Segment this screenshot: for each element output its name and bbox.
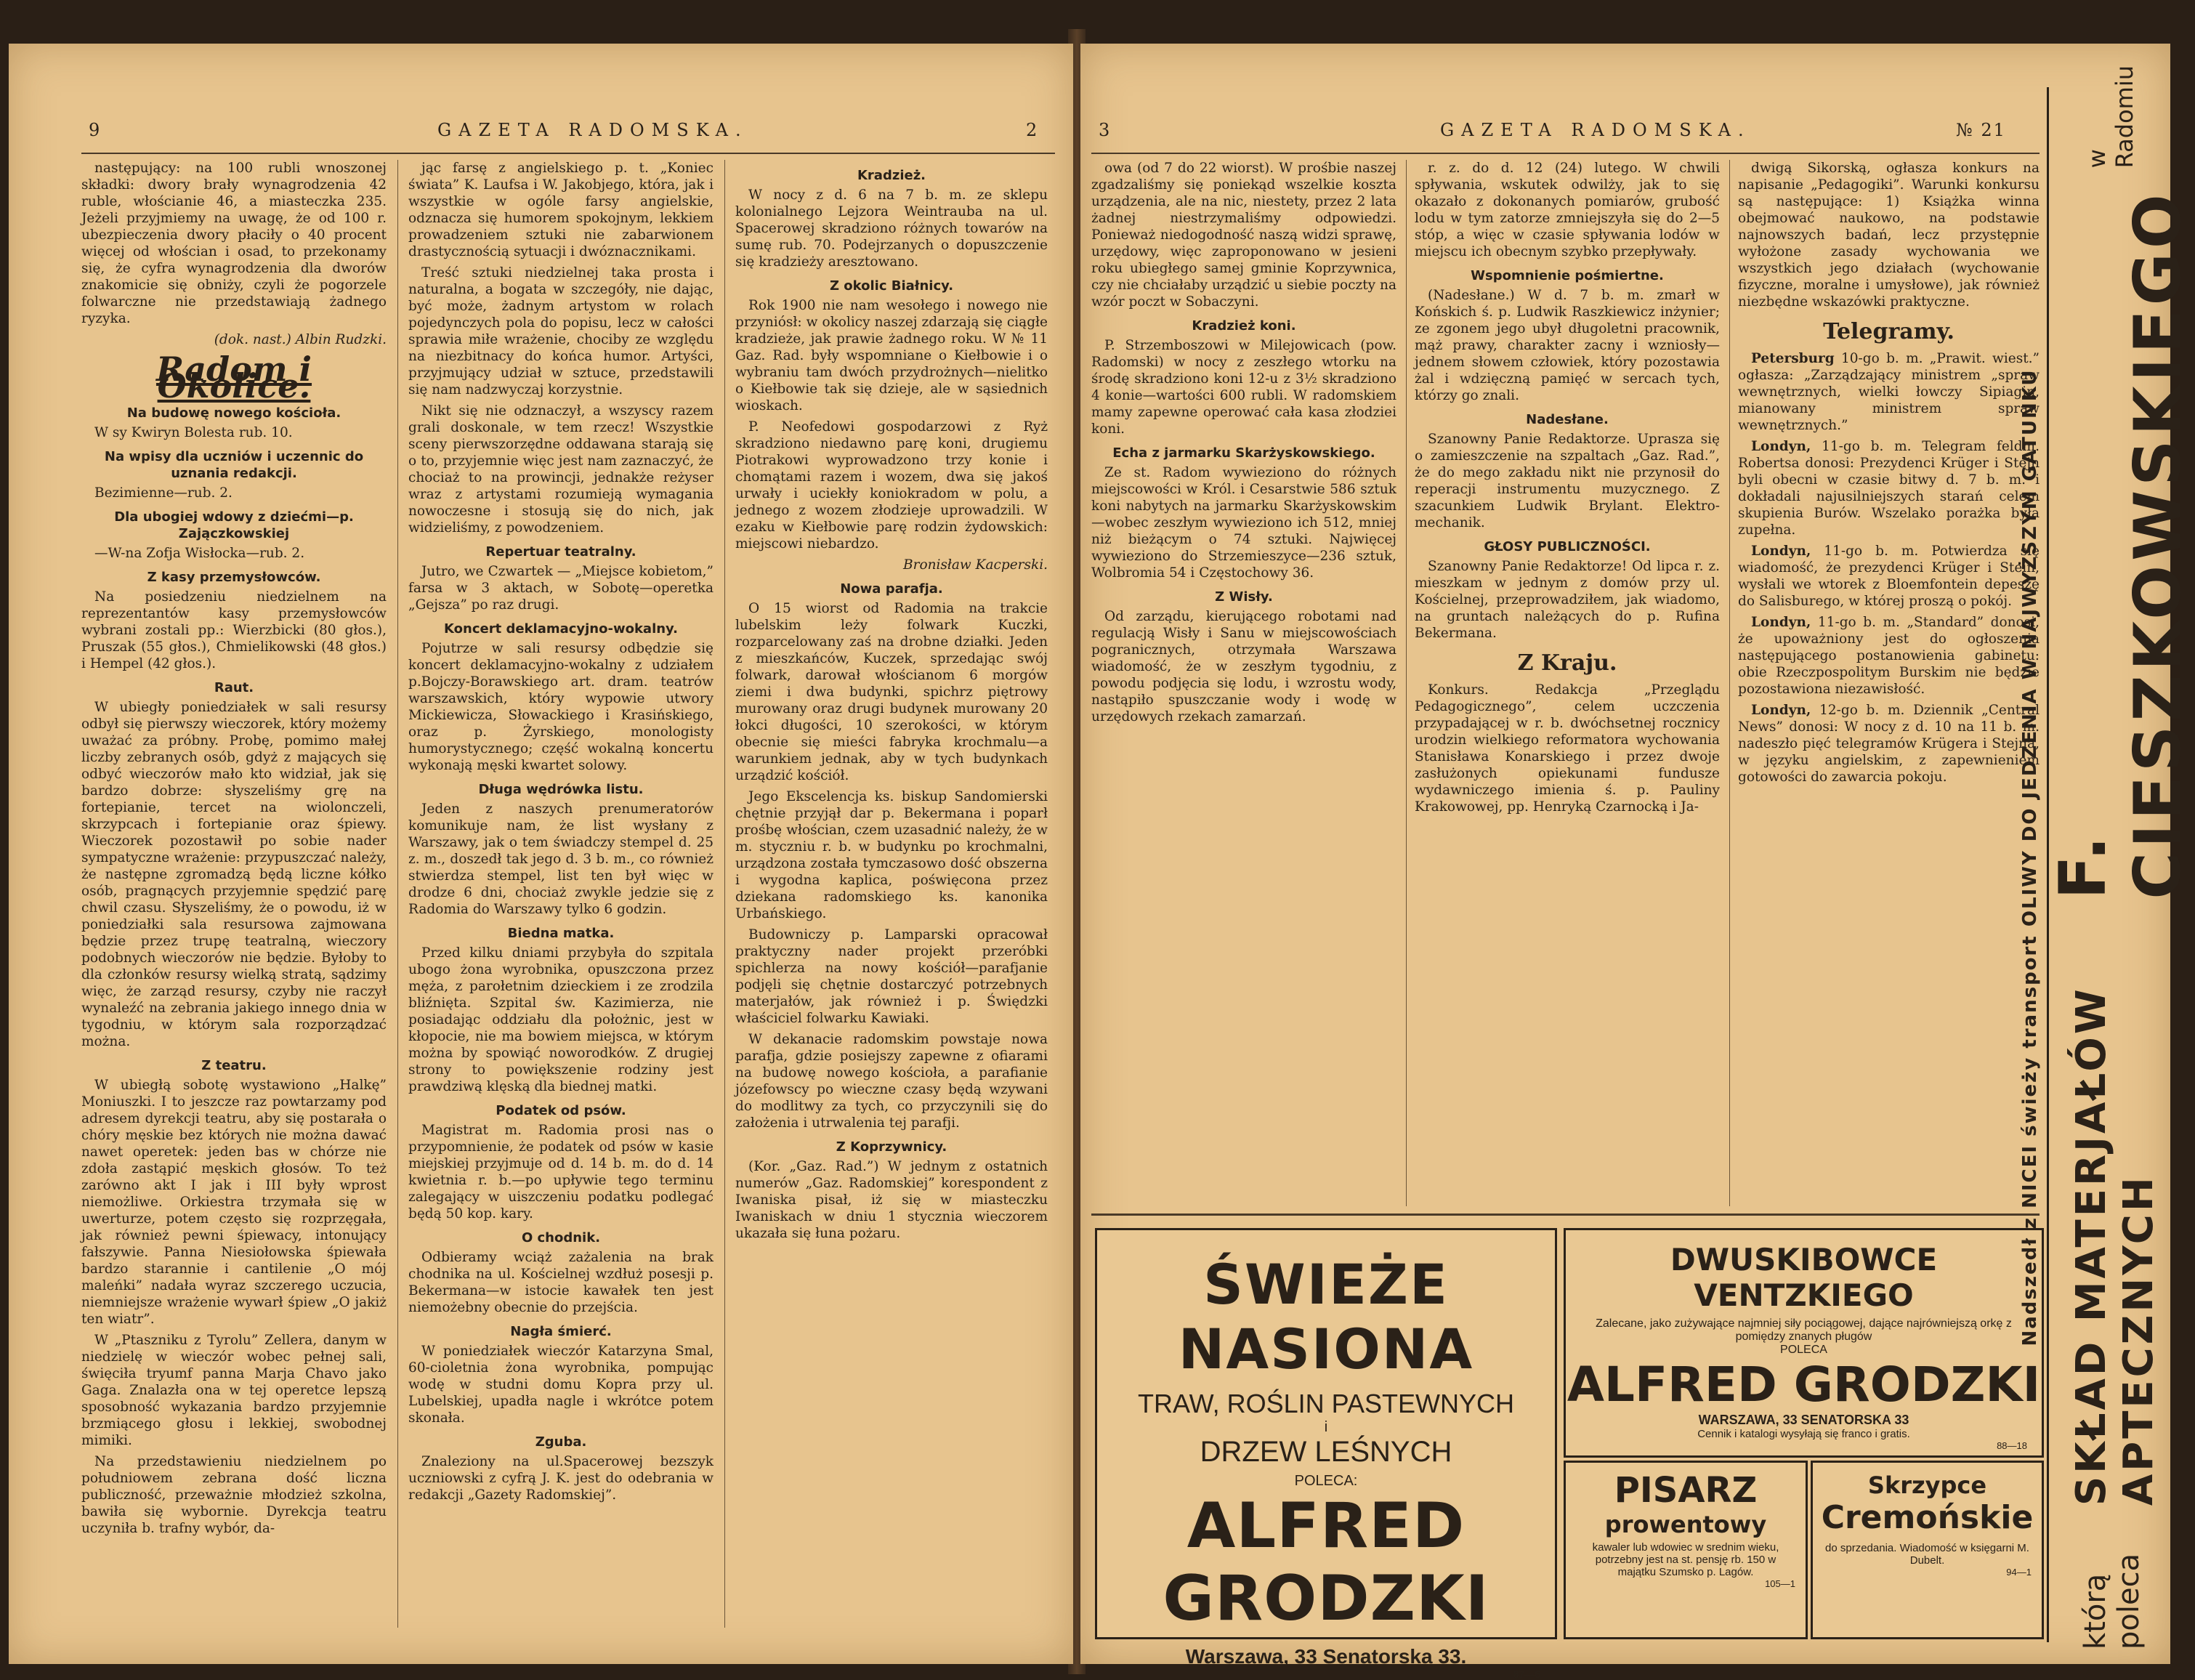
- ad-headline: PISARZ: [1614, 1470, 1758, 1511]
- column-1: [81, 160, 387, 1628]
- telegram-text: 10-go b. m. „Prawit. wiest.” ogłasza: „Zarządzający ministrem „spraw wewnętrznych, wielki łowczy Sipiagin, mianowany ministrem spraw wewnętrznych.”: [1738, 351, 2040, 433]
- ad-violins: [1811, 1461, 2044, 1639]
- article-text: Nikt się nie odznaczył, a wszyscy razem grali doskonale, w tem rzecz! Wszystkie sceny pierwszorzędne oddawana starają się o to, przyjemnie więc jest nam zaznaczyć, że chociaż to na prowincji, jednakże reżyser wraz z artystami rozumieją wymagania nowoczesne i stosują się do nich, jak widzieliśmy, z powodzeniem.: [408, 403, 714, 536]
- article-text: Treść sztuki niedzielnej taka prosta i naturalna, a bogata w szczegóły, nie dając, być może, żadnym artystom w rolach pojedynczych pola do popisu, lecz w całości sprawia miłe wrażenie, chociby ze względu na niezbitnacy do końca humor. Artyści, przyjmujący udział w sztuce, przedstawili się nam nadzwyczaj korzystnie.: [408, 265, 714, 397]
- ad-line: i: [1324, 1419, 1328, 1435]
- ad-seeds: [1095, 1228, 1557, 1680]
- item-text: W sy Kwiryn Bolesta rub. 10.: [94, 425, 293, 440]
- item-heading: Z Wisły.: [1215, 589, 1273, 605]
- page-number: 3: [1099, 120, 1117, 140]
- ad-number: 105—1: [1765, 1578, 1795, 1589]
- item-text: W dekanacie radomskim powstaje nowa parafja, gdzie posiejszy zapewne z ofiarami na budowę nowego kościoła, a parafianie józefowscy po wieczne czasy będą wzywani do modlitwy za tych, co przyczynili się do założenia i utrwalenia tej parafji.: [735, 1032, 1048, 1131]
- ad-line: Cremońskie: [1821, 1499, 2034, 1536]
- ad-line: DRZEW LEŚNYCH: [1200, 1436, 1452, 1468]
- column-rule: [1406, 160, 1407, 1206]
- telegram-text: 11-go b. m. Telegram feldm. Robertsa donosi: Prezydenci Krüger i Stejn byli obecni w czasie bitwy d. 7 b. m. i dokładali najusilniejszych starań celem skupienia Burów. Wszelako porażka była zupełna.: [1738, 439, 2040, 538]
- ad-number: 87—6: [1513, 1668, 1540, 1680]
- column-rule: [724, 160, 725, 1628]
- column-2: [1415, 160, 1720, 1206]
- item-heading: Z teatru.: [201, 1058, 267, 1073]
- item-heading: Nowa parafja.: [840, 581, 943, 597]
- item-text: Budowniczy p. Lamparski opracował praktyczny nader projekt przeróbki spichlerza na nowy kościół—parafjanie podjęli się chętnie dostarczyć potrzebnych materjałów, jak również i p. Świędzki właściciel folwarku Kawiaki.: [735, 927, 1048, 1026]
- item-heading: Wspomnienie pośmiertne.: [1471, 268, 1664, 283]
- item-heading: Na budowę nowego kościoła.: [126, 405, 341, 421]
- item-text: Na przedstawieniu niedzielnem po południowem zebrana dość liczna publiczność, przeważnie młodzież szkolna, bawiła się wybornie. Dyrekcja teatru uczyniła b. trafny wybór, da-: [81, 1454, 387, 1536]
- ad-number: 88—18: [1997, 1440, 2027, 1451]
- item-heading: O chodnik.: [521, 1230, 601, 1245]
- telegram-place: Londyn,: [1751, 439, 1811, 454]
- telegram-text: 12-go b. m. Dziennik „Central News” donosi: W nocy z d. 10 na 11 b. m. nadeszło pięć telegramów Krügera i Stejna, w języku angielskim, z zapewnieniem gotowości do zawarcia pokoju.: [1738, 703, 2040, 785]
- article-text: jąc farsę z angielskiego p. t. „Koniec świata” K. Laufsa i W. Jakobjego, która, jak i wszystkie w ogóle farsy angielskie, odznacza się humorem spokojnym, lekkiem prowadzeniem sztuki nie zabarwionem drastycznością sytuacji i dwóznacznikami.: [408, 161, 714, 259]
- telegram-text: 11-go b. m. „Standard” donosi, że upoważniony jest do ogłoszenia następującego postanowienia gabinetu: obie Rzeczpospolitym Burskim nie będzie pozostawiona niezawisłość.: [1738, 615, 2040, 697]
- item-text: O 15 wiorst od Radomia na trakcie lubelskim leży folwark Kuczki, rozparcelowany zaś na drobne działki. Jeden z mieszkańców, Kuczek, sprzedając swój folwark, darował włościanom 6 morgów ziemi i dwa budynki, spichrz piętrowy murowany oraz drugi budynek murowany 20 łokci długości, 10 szerokości, w którym obecnie się mieści fabryka krochmalu—a warunkiem jednak, aby w tych budynkach urządzić kościół.: [735, 601, 1048, 783]
- item-heading: Z okolic Białnicy.: [829, 278, 954, 294]
- ads-rule: [1091, 1213, 2040, 1216]
- item-heading: Podatek od psów.: [496, 1103, 626, 1118]
- telegram-item: [1738, 614, 2040, 698]
- item-text: P. Strzemboszowi w Milejowicach (pow. Radomski) w nocy z zeszłego wtorku na środę skradziono koni 12-u z 3½ skradziono 4 konie—wartości 600 rubli. W radomskiem mamy zapewne operować cała kasa złodziei koni.: [1091, 338, 1396, 437]
- item-heading: Nadesłane.: [1526, 412, 1609, 427]
- item-text: (Kor. „Gaz. Rad.”) W jednym z ostatnich numerów „Gaz. Radomskiej” korespondent z Iwaniska pisał, iż się w miasteczku Iwaniskach w dniu 1 stycznia wieczorem ukazała się łuna pożaru.: [735, 1159, 1048, 1241]
- ad-headline: Skrzypce: [1867, 1471, 1987, 1499]
- item-heading: Z kasy przemysłowców.: [147, 570, 321, 585]
- item-text: —W-na Zofja Wisłocka—rub. 2.: [94, 546, 305, 561]
- telegram-item: [1738, 543, 2040, 610]
- item-text: Ze st. Radom wywieziono do różnych miejscowości w Król. i Cesarstwie 586 sztuk koni nabytych na jarmarku Skarżyskowskim—wobec zeszłym wywieziono ich 512, mniej niż bieżącym o 74 sztuki. Najwięcej wywieziono do Strzemieszyce—236 sztuk, Wolbromia 54 i Częstochowy 36.: [1091, 465, 1396, 581]
- sheet-number: 2: [1026, 120, 1045, 140]
- item-heading: GŁOSY PUBLICZNOŚCI.: [1484, 539, 1651, 554]
- item-text: Bezimienne—rub. 2.: [94, 485, 233, 501]
- page-number: 9: [89, 120, 108, 140]
- item-text: Jego Ekscelencja ks. biskup Sandomierski chętnie przyjął dar p. Bekermana i poparł prośbę włościan, czem uzasadnić należy, że w m. styczniu r. b. w budynku po krochmalni, urządzona została tymczasowo dość obszerna i wygodna kaplica, poświęcona przez dziekana radomskiego ks. kanonika Urbańskiego.: [735, 789, 1048, 921]
- right-page-header: [1099, 120, 2036, 149]
- ad-line: Cennik i katalogi wysyłają się franco i gratis.: [1697, 1428, 1910, 1440]
- left-page-header: [89, 120, 1055, 149]
- telegram-item: [1738, 438, 2040, 538]
- column-3: [735, 160, 1048, 1628]
- vertical-ad-text: którą poleca: [2079, 1553, 2146, 1649]
- telegram-text: 11-go b. m. Potwierdza się wiadomość, że prezydenci Krüger i Stein, wysłali we wtorek z Bloemfontein depeszę do Salisburego, w której proszą o pokój.: [1738, 544, 2040, 609]
- item-text: Odbieramy wciąż zażalenia na brak chodnika na ul. Kościelnej wzdłuż posesji p. Bekermana—w istocie kawałek ten jest niemożebny obecnie do przejścia.: [408, 1250, 714, 1315]
- item-heading: Nagła śmierć.: [510, 1324, 612, 1339]
- vertical-ad-text: SKŁAD MATERJAŁÓW APTECZNYCH: [2068, 986, 2162, 1506]
- item-heading: Zguba.: [535, 1434, 587, 1450]
- item-text: Na posiedzeniu niedzielnem na reprezentantów kasy przemysłowców wybrani zostali pp.: Wierzbicki (80 głos.), Pruszak (55 głos.), Chmielikowski (48 głos.) i Hempel (42 głos.).: [81, 589, 387, 671]
- item-heading: Dla ubogiej wdowy z dziećmi—p. Zajączkowskiej: [114, 509, 354, 541]
- telegram-item: [1738, 350, 2040, 434]
- item-heading: Koncert deklamacyjno-wokalny.: [444, 621, 678, 637]
- masthead-title: GAZETA RADOMSKA.: [437, 120, 748, 140]
- ad-company: ALFRED GRODZKI: [1163, 1490, 1489, 1635]
- section-title: Z Kraju.: [1517, 650, 1617, 676]
- ad-address: Warszawa, 33 Senatorska 33.: [1185, 1645, 1467, 1668]
- item-text: Od zarządu, kierującego robotami nad regulacją Wisły i Sanu w miejscowościach pogranicznych, otrzymała Warszawa wiadomość, że w zeszłym tygodniu, z powodu podjęcia się lodu, i wzrostu wody, nastąpiło spuszczanie wody i wodę w urzędowych rzekach zamarzań.: [1091, 609, 1396, 724]
- article-text: r. z. do d. 12 (24) lutego. W chwili spływania, wskutek odwilży, jak to się okazało z dokonanych pomiarów, grubość lodu w tym zatorze zmniejszyła się do 2—5 stóp, a więc w czasie spływania lodów w miejscu ich obecnym szybko przepływały.: [1415, 161, 1720, 259]
- column-1: [1091, 160, 1396, 1206]
- item-heading: Biedna matka.: [507, 926, 615, 941]
- column-3: [1738, 160, 2040, 1206]
- ad-headline: DWUSKIBOWCE VENTZKIEGO: [1670, 1242, 1938, 1313]
- item-text: W ubiegły poniedziałek w sali resursy odbył się pierwszy wieczorek, który możemy uważać za próbny. Probę, pomimo małej liczby zebranych osób, gdyż z mających się odbyć wieczorów mało kto widział, jak się bardzo dobrze: słyszeliśmy grę na fortepianie, tercet na wiolonczeli, skrzypcach i fortepianie oraz śpiewy. Wieczorek pozostawił po sobie nader sympatyczne wrażenie: przypuszczać należy, że następne zgromadzą będą liczne kółko osób, pragnących przyjemnie spędzić parę chwil czasu. Słyszeliśmy, że o powodu, iż w poniedziałki sala resursowa zajmowana będzie przez trupę teatralną, wieczory podobnych wieczorów nie będzie. Byłoby to dla członków resursy wielką stratą, sądzimy więc, że zarząd resursy, czyby nie raczył wynaleźć na zebrania jakiego innego dnia w tygodniu, w którym sala rozporządzać można.: [81, 700, 387, 1049]
- telegram-place: Londyn,: [1751, 703, 1811, 718]
- header-rule: [1091, 153, 2040, 154]
- ad-line: POLECA:: [1294, 1473, 1358, 1489]
- vertical-ad-line: Nadszedł z NICEI świeży transport OLIWY DO JEDZENIA W NAJWYŻSZYM GATUNKU: [2019, 368, 2041, 1346]
- item-heading: Repertuar teatralny.: [485, 544, 636, 560]
- item-heading: Echa z jarmarku Skarżyskowskiego.: [1112, 445, 1375, 461]
- item-text: W „Ptaszniku z Tyrolu” Zellera, danym w niedzielę w wieczór wobec pełnej sali, święciła tryumf panna Marja Chavo jako Gaga. Znalazła ona w tej operetce lepszą sposobność wykazania bardzo przyjemnie brzmiącego głosu i lekkiej, swobodnej mimiki.: [81, 1333, 387, 1448]
- ad-address: WARSZAWA, 33 SENATORSKA 33: [1698, 1413, 1909, 1427]
- item-heading: Długa wędrówka listu.: [478, 782, 644, 797]
- item-text: W ubiegłą sobotę wystawiono „Halkę” Moniuszki. I to jeszcze raz powtarzamy pod adresem dyrekcji teatru, aby się postarała o chóry męskie bez których nie można dawać nawet operetek: jeden bas w chórze nie zdoła zastąpić męskich głosów. To też zarówno akt I jak i III były wprost niemożliwe. Orkiestra trzymała się w uwerturze, potem często się rozprzęgała, jak również pewni śpiewacy, intonujący fałszywie. Panna Niesiołowska śpiewała bardzo starannie i cantilenie „O mój maleńki” nadała wyraz szczerego uczucia, niemniejsze wrażenie wywarł śpiew „O jakiż ten wiatr”.: [81, 1078, 387, 1327]
- article-text: dwigą Sikorską, ogłasza konkurs na napisanie „Pedagogiki”. Warunki konkursu są następujące: 1) Książka winna obejmować naukowo, na podstawie najnowszych badań, lecz przystępnie wyłożone zasady wychowania we wszystkich jego działach (wychowanie fizyczne, moralne i umysłowe), jak również niezbędne wskazówki praktyczne.: [1738, 161, 2040, 310]
- ad-company: ALFRED GRODZKI: [1567, 1357, 2041, 1413]
- right-page: [1080, 44, 2170, 1680]
- telegram-place: Londyn,: [1751, 544, 1811, 559]
- item-heading: Na wpisy dla uczniów i uczennic do uznania redakcji.: [104, 449, 364, 481]
- ad-number: 94—1: [2006, 1567, 2032, 1578]
- item-text: Pojutrze w sali resursy odbędzie się koncert deklamacyjno-wokalny z udziałem p.Bojczy-Borawskiego art. dram. teatrów warszawskich, który wypowie utwory Mickiewicza, Słowackiego i Krasińskiego, oraz p. Żyrskiego, monologisty humorystycznego; część wokalną koncertu wykonają męski kwartet solowy.: [408, 641, 714, 773]
- section-title: Telegramy.: [1823, 319, 1955, 344]
- article-signature: (dok. nast.) Albin Rudzki.: [214, 332, 387, 347]
- column-rule: [397, 160, 398, 1628]
- item-text: W nocy z d. 6 na 7 b. m. ze sklepu kolonialnego Lejzora Weintrauba na ul. Spacerowej skradziono różnych towarów na sumę rub. 70. Podejrzanych o dopuszczenie się kradzieży aresztowano.: [735, 187, 1048, 270]
- telegram-item: [1738, 702, 2040, 786]
- header-rule: [81, 153, 1055, 154]
- article-text: owa (od 7 do 22 wiorst). W prośbie naszej zgadzaliśmy się poniekąd wszelkie koszta urządzenia, ale na nic, niestety, przez 2 lata żadnej niestrzymaliśmy odpowiedzi. Ponieważ niedogodność naszą widzi sprawę, urzędowy, więc zaproponowano w jesieni roku ubiegłego samej gminie Koprzywnica, czy nie chciałaby urządzić u siebie poczty na wzór poczt w Sobaczyni.: [1091, 161, 1396, 310]
- telegram-place: Londyn,: [1751, 615, 1811, 630]
- vertical-ad-text: w Radomiu: [2083, 65, 2138, 169]
- ad-clerk: [1564, 1461, 1808, 1639]
- item-text: Przed kilku dniami przybyła do szpitala ubogo żona wyrobnika, opuszczona przez męża, z parołetnim dzieckiem i ze zrodzila bliźnięta. Szpital św. Kazimierza, nie posiadając oddziału dla położnic, jest w kłopocie, nie ma bowiem miejsca, w którym można by spowiąć noworodków. Z drugiej strony to powiększenie rodziny jest prawdziwą klęską dla biednej matki.: [408, 945, 714, 1094]
- column-rule: [1729, 160, 1730, 1206]
- vertical-ad-company: F. CIESZKOWSKIEGO: [2045, 190, 2195, 900]
- telegram-place: Petersburg: [1751, 351, 1835, 366]
- item-heading: Z Koprzywnicy.: [836, 1139, 947, 1155]
- ad-line: TRAW, ROŚLIN PASTEWNYCH: [1137, 1389, 1515, 1418]
- item-text: Szanowny Panie Redaktorze. Uprasza się o zamieszczenie na szpaltach „Gaz. Rad.”, że do mego zakładu nikt nie przynosił do reperacji instrumentu muzycznego. Z szacunkiem Ludwik Brylant. Elektro-mechanik.: [1415, 432, 1720, 530]
- item-text: Rok 1900 nie nam wesołego i nowego nie przyniósł: w okolicy naszej zdarzają się ciągłe kradzieże, jak prawie żadnego roku. W № 11 Gaz. Rad. były wspomniane o Kiełbowie i o wybraniu tam dwóch przydrożnych—nielitko o Kiełbowie tak się dzieje, ale w sąsiednich wioskach.: [735, 298, 1048, 413]
- issue-number: № 21: [1956, 120, 2006, 140]
- left-page: [9, 44, 1073, 1664]
- section-title: Radom i Okolice.: [155, 350, 312, 405]
- article-text: Konkurs. Redakcja „Przeglądu Pedagogicznego”, celem uczczenia przypadającej w r. b. dwóchsetnej rocznicy urodzin wielkiego reformatora wychowania Stanisława Konarskiego i przez dwoje zasłużonych opiekunami fundusze wydawniczego imienia ś. p. Pauliny Krakowowej, pp. Henryką Czarnocką i Ja-: [1415, 682, 1720, 815]
- item-text: Jutro, we Czwartek — „Miejsce kobietom,” farsa w 3 aktach, w Sobotę—operetka „Gejsza” po raz drugi.: [408, 564, 714, 613]
- article-text: następujący: na 100 rubli wnoszonej składki: dwory brały wynagrodzenia 42 ruble, włościanie 46, a miasteczka 235. Jeżeli przyjmiemy na uwagę, że od 100 r. ubezpieczenia dwory płaciły o 40 procent więcej od włościan i osad, to przekonamy się, że cyfra wynagrodzenia dla dworów znakomicie się obniży, czyli że pogorzele folwarczne nie przedstawiają żadnego ryzyka.: [81, 161, 387, 326]
- item-text: (Nadesłane.) W d. 7 b. m. zmarł w Końskich ś. p. Ludwik Raszkiewicz inżynier; ze zgonem jego ubył długoletni pracownik, mąż prawy, charakter zacny i wzniosły—jednem słowem człowiek, który pozostawia żal i wdzięczną pamięć w sercach tych, którzy go znali.: [1415, 288, 1720, 403]
- item-heading: Raut.: [214, 680, 254, 695]
- masthead-title: GAZETA RADOMSKA.: [1440, 120, 1751, 140]
- column-2: [408, 160, 714, 1628]
- ad-line: kawaler lub wdowiec w srednim wieku, potrzebny jest na st. pensję rb. 150 w majątku Szumsko p. Lagów.: [1592, 1541, 1779, 1578]
- ad-line: do sprzedania. Wiadomość w księgarni M. Dubelt.: [1825, 1542, 2029, 1567]
- ad-headline: ŚWIEŻE NASIONA: [1178, 1252, 1474, 1381]
- item-text: Znaleziony na ul.Spacerowej bezszyk uczniowski z cyfrą J. K. jest do odebrania w redakcji „Gazety Radomskiej”.: [408, 1454, 714, 1503]
- item-text: P. Neofedowi gospodarzowi z Ryż skradziono niedawno parę koni, drugiemu Piotrakowi wyprowadzono trzy konie i chomątami razem i wozem, dwa się jakoś urwały i uciekły koniokradom w polu, a jednego z wozem złodzieje uprowadzili. W ezaku w Kiełbowie parę rodzin żydowskich: miejscowi niebardzo.: [735, 419, 1048, 552]
- ad-ploughs: [1564, 1228, 2044, 1458]
- item-heading: Kradzież koni.: [1192, 318, 1296, 334]
- item-text: W poniedziałek wieczór Katarzyna Smal, 60-cioletnia żona wyrobnika, pompując wodę w studni domu Kopra przy ul. Lubelskiej, upadła nagle i wkrótce potem skonała.: [408, 1344, 714, 1426]
- ad-line: POLECA: [1780, 1344, 1827, 1356]
- ad-line: Zalecane, jako zużywające najmniej siły pociągowej, dające najrówniejszą orkę z pomiędzy znanych pługów: [1596, 1317, 2012, 1343]
- ad-line: prowentowy: [1604, 1511, 1767, 1538]
- item-text: Szanowny Panie Redaktorze! Od lipca r. z. mieszkam w jednym z domów przy ul. Kościelnej, przeprowadziłem, jak wiadomo, na gruntach należących do p. Rufina Bekermana.: [1415, 559, 1720, 641]
- article-signature: Bronisław Kacperski.: [903, 557, 1048, 573]
- item-text: Magistrat m. Radomia prosi nas o przypomnienie, że podatek od psów w kasie miejskiej przyjmuje od d. 14 b. m. do d. 14 kwietnia r. b.—po upływie tego terminu zalegający w uiszczeniu podatku podlegać będą 50 kop. kary.: [408, 1123, 714, 1221]
- item-text: Jeden z naszych prenumeratorów komunikuje nam, że list wysłany z Warszawy, jak o tem świadczy stempel d. 25 z. m., doszedł tak jego d. 3 b. m., co również stwierdza stempel, list ten był więc w drodze 6 dni, chociaż zwykle jedzie się z Radomia do Warszawy tylko 6 godzin.: [408, 801, 714, 917]
- vertical-ad-main: [2045, 65, 2195, 1649]
- item-heading: Kradzież.: [857, 168, 926, 183]
